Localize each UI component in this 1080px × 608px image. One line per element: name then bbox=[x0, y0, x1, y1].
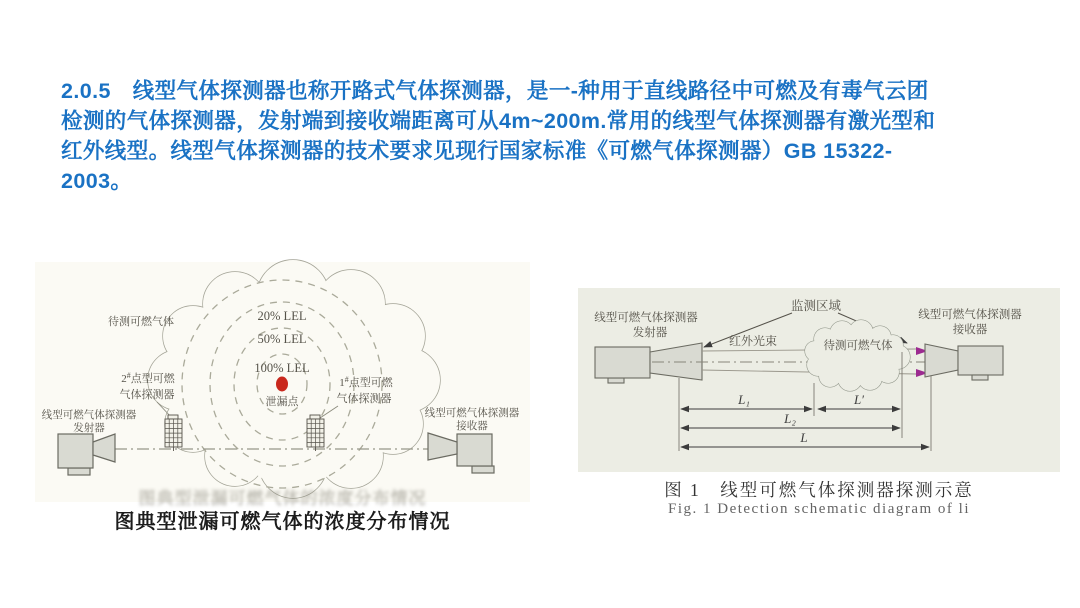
point-detector2-label-line2: 气体探测器 bbox=[119, 389, 175, 401]
figure-detection-schematic bbox=[578, 288, 1060, 517]
leak-point-dot bbox=[276, 377, 288, 392]
dim-label-l2: L₂ bbox=[784, 411, 796, 426]
paragraph-line: 2003。 bbox=[61, 169, 133, 193]
dim-label-l: L bbox=[800, 430, 808, 445]
paragraph-line: 检测的气体探测器，发射端到接收端距离可从4m~200m.常用的线型气体探测器有激光型和 bbox=[61, 109, 936, 133]
clause-paragraph bbox=[61, 76, 1023, 196]
fig1-receiver-label-line2: 接收器 bbox=[952, 324, 988, 336]
figure-leak-panel bbox=[35, 262, 530, 508]
fig1-transmitter-label-line2: 发射器 bbox=[632, 327, 668, 339]
lel-100-label: 100% LEL bbox=[254, 361, 310, 375]
figure1-panel bbox=[578, 288, 1060, 472]
fig1-transmitter-label-line1: 线型可燃气体探测器 bbox=[594, 312, 698, 324]
figure-leak-concentration bbox=[35, 262, 530, 533]
figure1-caption: 图 1 线型可燃气体探测器探测示意 bbox=[664, 480, 974, 500]
lel-50-label: 50% LEL bbox=[257, 332, 307, 346]
fig1-transmitter-icon bbox=[595, 343, 702, 383]
linear-transmitter-label-line2: 发射器 bbox=[73, 423, 105, 434]
detection-diagram-svg bbox=[578, 288, 1060, 472]
point-detector1-label-line2: 气体探测器 bbox=[336, 393, 392, 405]
fig1-gas-cloud-label: 待测可燃气体 bbox=[823, 340, 893, 352]
fig1-receiver-label-line1: 线型可燃气体探测器 bbox=[918, 309, 1022, 321]
linear-receiver-icon bbox=[428, 433, 494, 473]
paragraph-line: 红外线型。线型气体探测器的技术要求见现行国家标准《可燃气体探测器）GB 15322- bbox=[61, 139, 893, 163]
dim-label-lprime: L′ bbox=[853, 392, 865, 407]
left-figure-caption-ghost: 图典型泄漏可燃气体的浓度分布情况 bbox=[138, 489, 427, 508]
linear-receiver-label-line2: 接收器 bbox=[456, 421, 488, 432]
leak-diagram-svg bbox=[35, 262, 530, 508]
linear-receiver-label-line1: 线型可燃气体探测器 bbox=[424, 408, 520, 419]
paragraph-line: 2.0.5 线型气体探测器也称开路式气体探测器，是一-种用于直线路径中可燃及有毒气云团 bbox=[61, 79, 929, 103]
fig1-gas-cloud-fill bbox=[805, 320, 910, 391]
figure1-caption-english-clipped: Fig. 1 Detection schematic diagram of li bbox=[667, 501, 970, 517]
fig1-receiver-icon bbox=[925, 344, 1003, 380]
lel-20-label: 20% LEL bbox=[257, 309, 307, 323]
gas-cloud-fill bbox=[148, 260, 440, 498]
point-detector2-label-line1: 2#点型可燃 bbox=[121, 371, 175, 385]
linear-transmitter-label-line1: 线型可燃气体探测器 bbox=[41, 410, 137, 421]
linear-transmitter-icon bbox=[58, 434, 115, 475]
ir-beam-label: 红外光束 bbox=[728, 334, 778, 348]
monitor-area-label: 监测区域 bbox=[790, 299, 842, 313]
point-detector2-icon bbox=[165, 415, 182, 451]
left-figure-caption: 图典型泄漏可燃气体的浓度分布情况 bbox=[114, 511, 451, 533]
point-detector1-icon bbox=[307, 415, 324, 451]
leak-point-label: 泄漏点 bbox=[265, 396, 299, 408]
gas-cloud-label: 待测可燃气体 bbox=[108, 316, 174, 328]
point-detector1-label-line1: 1#点型可燃 bbox=[339, 375, 393, 389]
dim-label-l1: L₁ bbox=[738, 392, 750, 407]
